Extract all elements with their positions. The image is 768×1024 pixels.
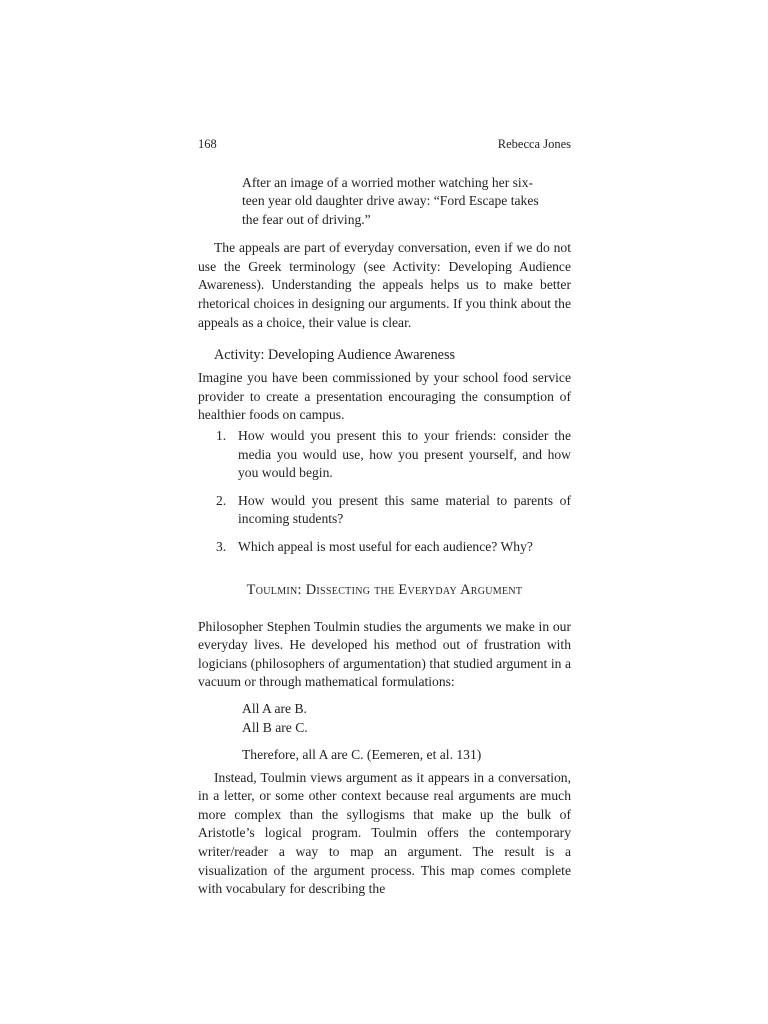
syllogism-conclusion: Therefore, all A are C. (Eemeren, et al. 131) <box>242 747 482 763</box>
list-item <box>198 492 571 529</box>
section-heading: Toulmin: Dissecting the Everyday Argument <box>246 581 523 598</box>
list-item-text: How would you present this to your friends: consider the media you would use, how you present yourself, and how you would begin. <box>238 427 571 481</box>
paragraph-instead: Instead, Toulmin views argument as it appears in a conversation, in a letter, or some other context because real arguments are much more complex than the syllogisms that make up the bulk of Aristotle’s logical program. Toulmin offers the contemporary writer/reader a way to map an argument. The result is a visualization of the argument process. This map comes complete with vocabulary for describing the <box>198 769 571 897</box>
paragraph-appeals: The appeals are part of everyday conversation, even if we do not use the Greek terminology (see Activity: Developing Audience Awareness). Understanding the appeals helps us to make better rhetorical choices in designing our arguments. If you think about the appeals as a choice, their value is clear. <box>198 240 571 330</box>
syllogism-block <box>242 700 571 765</box>
list-item-number: 1. <box>216 427 227 443</box>
activity-intro: Imagine you have been commissioned by your school food service provider to create a presentation encouraging the consumption of healthier foods on campus. <box>198 370 571 423</box>
syllogism-premise: All B are C. <box>242 719 308 735</box>
page-body <box>198 174 571 899</box>
list-item <box>198 427 571 483</box>
quote-line: the fear out of driving.” <box>242 211 371 227</box>
list-item-text: Which appeal is most useful for each audience? Why? <box>238 538 533 554</box>
quote-block <box>242 174 539 229</box>
activity-heading: Activity: Developing Audience Awareness <box>214 347 456 364</box>
list-item-text: How would you present this same material to parents of incoming students? <box>238 492 571 527</box>
list-item-number: 2. <box>216 492 227 508</box>
page-number: 168 <box>198 137 217 151</box>
activity-list <box>198 427 571 557</box>
list-item <box>198 538 571 557</box>
quote-line: teen year old daughter drive away: “Ford Escape takes <box>242 193 539 209</box>
book-page <box>198 0 571 1024</box>
list-item-number: 3. <box>216 538 227 554</box>
quote-line: After an image of a worried mother watching her six- <box>242 175 534 190</box>
paragraph-toulmin: Philosopher Stephen Toulmin studies the arguments we make in our everyday lives. He developed his method out of frustration with logicians (philosophers of argumentation) that studied argument in a vacuum or through mathematical formulations: <box>198 618 571 690</box>
running-author: Rebecca Jones <box>497 137 571 151</box>
syllogism-premise: All A are B. <box>242 700 307 716</box>
